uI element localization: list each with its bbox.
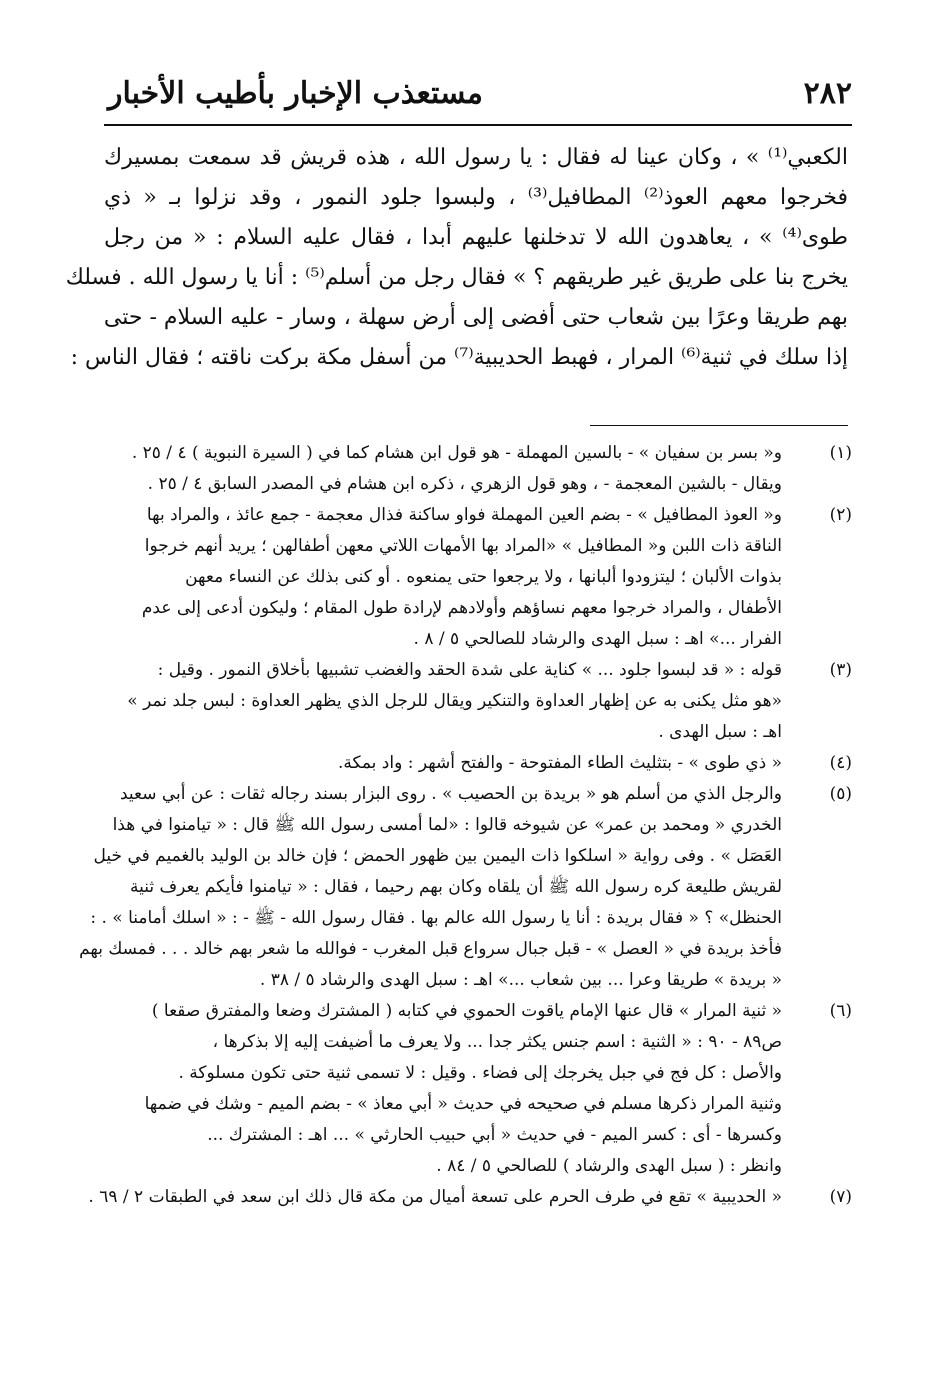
footnote-line: الناقة ذات اللبن و« المطافيل » «المراد بها الأمهات اللاتي معهن أطفالهن ؛ يريد أنهم خرجوا <box>144 536 782 556</box>
header-rule <box>104 124 852 126</box>
footnote-line: بذوات الألبان ؛ ليتزودوا ألبانها ، ولا يرجعوا حتى يمنعوه . أو كنى بذلك عن النساء معهن <box>185 567 782 587</box>
footnotes <box>79 438 852 1213</box>
footnote-line: و« بسر بن سفيان » - بالسين المهملة - هو قول ابن هشام كما في ( السيرة النبوية ) ٤ / ٢٥ . <box>131 443 782 463</box>
footnote-3 <box>96 655 852 748</box>
footnote-line: الفرار ...» اهـ : سبل الهدى والرشاد للصالحي ٥ / ٨ . <box>413 629 782 649</box>
footnote-line: العَصَل » . وفى رواية « اسلكوا ذات اليمين بين ظهور الحمض ؛ فإن خالد بن الوليد بالغميم في خيل <box>93 846 782 866</box>
footnote-4 <box>96 748 852 779</box>
footnote-line: وثنية المرار ذكرها مسلم في صحيحه في حديث « أبي معاذ » - بضم الميم - وشك في ضمها <box>144 1094 782 1114</box>
footnote-7 <box>88 1182 852 1213</box>
footnote-line: ويقال - بالشين المعجمة - ، وهو قول الزهري ، ذكره ابن هشام في المصدر السابق ٤ / ٢٥ . <box>147 474 782 494</box>
footnote-line: لقريش طليعة كره رسول الله ﷺ أن يلقاه وكان بهم رحيما ، فقال : « تيامنوا فأيكم يعرف ثنية <box>130 877 782 897</box>
footnote-line: « ثنية المرار » قال عنها الإمام ياقوت الحموي في كتابه ( المشترك وضعا والمفترق صقعا ) <box>151 1001 782 1021</box>
footnote-line: « بريدة » طريقا وعرا ... بين شعاب ...» اهـ : سبل الهدى والرشاد ٥ / ٣٨ . <box>259 970 782 990</box>
footnote-line: وكسرها - أى : كسر الميم - في حديث « أبي حبيب الحارثي » ... اهـ : المشترك ... <box>207 1125 782 1145</box>
footnote-line: الأطفال ، والمراد خرجوا معهم نساؤهم وأولادهم لإرادة طول المقام ؛ وليكون أدعى إلى عدم <box>141 598 782 618</box>
footnote-line: وانظر : ( سبل الهدى والرشاد ) للصالحي ٥ / ٨٤ . <box>436 1156 782 1176</box>
page-header <box>104 62 852 124</box>
footnote-line: الخدري « ومحمد بن عمر» عن شيوخه قالوا : «لما أمسى رسول الله ﷺ قال : « تيامنوا في هذا <box>112 815 782 835</box>
footnote-line: قوله : « قد لبسوا جلود ... » كناية على شدة الحقد والغضب تشبيها بأخلاق النمور . وقيل : <box>157 660 782 680</box>
footnote-line: ص٨٩ - ٩٠ : « الثنية : اسم جنس يكثر جدا ... ولا يعرف ما أضيفت إليه إلا بذكرها ، <box>212 1032 782 1052</box>
footnote-line: «هو مثل يكنى به عن إظهار العداوة والتنكير ويقال للرجل الذي يظهر العداوة : لبس جلد نمر » <box>127 691 782 711</box>
body-line: طوى⁽⁴⁾ » ، يعاهدون الله لا تدخلنها عليهم أبدا ، فقال عليه السلام : « من رجل <box>104 225 848 250</box>
footnote-number: (٦) <box>829 1001 852 1021</box>
footnote-separator <box>590 425 848 426</box>
footnote-line: و« العوذ المطافيل » - بضم العين المهملة فواو ساكنة فذال معجمة - جمع عائذ ، والمراد بها <box>146 505 782 525</box>
body-text <box>65 138 848 378</box>
footnote-number: (٢) <box>829 505 852 525</box>
page-number: ٢٨٢ <box>803 76 852 111</box>
footnote-line: « ذي طوى » - بتثليث الطاء المفتوحة - والفتح أشهر : واد بمكة. <box>337 753 782 773</box>
footnote-number: (٥) <box>829 784 852 804</box>
running-title: مستعذب الإخبار بأطيب الأخبار <box>108 76 483 111</box>
footnote-number: (٧) <box>829 1187 852 1207</box>
footnote-line: والرجل الذي من أسلم هو « بريدة بن الحصيب » . روى البزار بسند رجاله ثقات : عن أبي سعيد <box>119 784 782 804</box>
footnote-line: « الحديبية » تقع في طرف الحرم على تسعة أميال من مكة قال ذلك ابن سعد في الطبقات ٢ / ٦٩ . <box>88 1187 782 1207</box>
footnote-line: والأصل : كل فج في جبل يخرجك إلى فضاء . وقيل : لا تسمى ثنية حتى تكون مسلوكة . <box>178 1063 782 1083</box>
body-line: فخرجوا معهم العوذ⁽²⁾ المطافيل⁽³⁾ ، ولبسوا جلود النمور ، وقد نزلوا بـ « ذي <box>104 185 848 210</box>
footnote-line: فأخذ بريدة في « العصل » - قبل جبال سرواع قبل المغرب - فوالله ما شعر بهم خالد . . . فمسك بهم <box>79 939 782 959</box>
footnote-1 <box>96 438 852 500</box>
footnote-line: الحنظل» ؟ « فقال بريدة : أنا يا رسول الله عالم بها . فقال رسول الله - ﷺ - : « اسلك أمامنا » . : <box>90 908 782 928</box>
footnote-6 <box>96 996 852 1182</box>
body-line: بهم طريقا وعرًا بين شعاب حتى أفضى إلى أرض سهلة ، وسار - عليه السلام - حتى <box>103 305 848 330</box>
footnote-line: اهـ : سبل الهدى . <box>658 722 782 742</box>
body-line: يخرج بنا على طريق غير طريقهم ؟ » فقال رجل من أسلم⁽⁵⁾ : أنا يا رسول الله . فسلك <box>65 265 848 290</box>
footnote-5 <box>79 779 852 996</box>
footnote-number: (٤) <box>829 753 852 773</box>
footnote-number: (٣) <box>829 660 852 680</box>
body-line: إذا سلك في ثنية⁽⁶⁾ المرار ، فهبط الحديبية⁽⁷⁾ من أسفل مكة بركت ناقته ؛ فقال الناس : <box>70 345 848 370</box>
footnote-number: (١) <box>829 443 852 463</box>
body-line: الكعبي⁽¹⁾ » ، وكان عينا له فقال : يا رسول الله ، هذه قريش قد سمعت بمسيرك <box>104 145 848 170</box>
footnote-2 <box>96 500 852 655</box>
